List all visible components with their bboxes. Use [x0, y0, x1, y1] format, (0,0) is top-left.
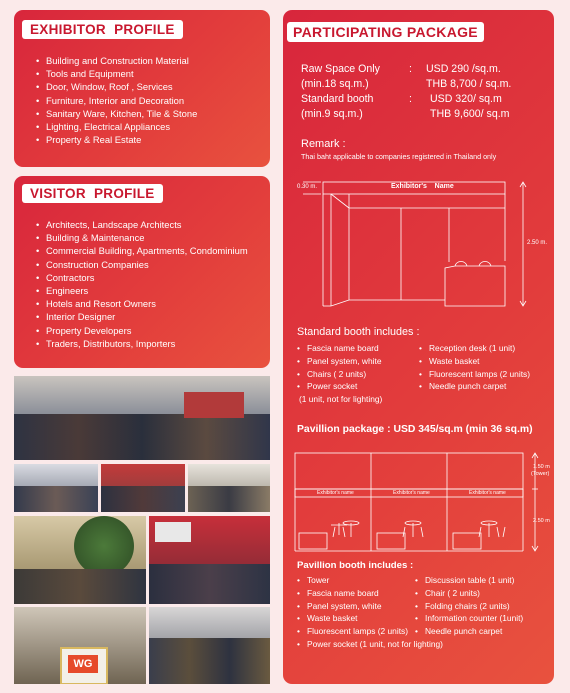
- pavilion-booth-includes-title: Pavillion booth includes :: [297, 560, 414, 571]
- standard-include-item: • Needle punch carpet: [417, 380, 530, 393]
- raw-space-colon: :: [409, 63, 412, 75]
- package-title: PARTICIPATING PACKAGE: [287, 22, 484, 42]
- standard-booth-includes-title: Standard booth includes :: [297, 326, 420, 338]
- exhibitor-list-item: • Building and Construction Material: [34, 54, 197, 67]
- exhibitor-list-item: • Property & Real Estate: [34, 133, 197, 146]
- pavilion-furniture: [299, 521, 505, 549]
- booth-height-label: 2.50 m.: [527, 240, 548, 246]
- standard-include-item: • Fluorescent lamps (2 units): [417, 368, 530, 381]
- exhibitor-profile-panel: [14, 10, 270, 167]
- standard-booth-diagram: [283, 176, 554, 316]
- standard-include-item: • Reception desk (1 unit): [417, 342, 530, 355]
- pavilion-include-item: • Fascia name board: [295, 587, 443, 600]
- pavilion-fascia-label-1: Exhibitor's name: [317, 490, 354, 496]
- visitor-list-item: • Contractors: [34, 271, 248, 284]
- visitor-list-item: • Interior Designer: [34, 310, 248, 323]
- pavilion-tower-height-note: (Tower): [531, 471, 550, 477]
- standard-include-item: • Panel system, white: [295, 355, 382, 368]
- pavilion-fascia-label-2: Exhibitor's name: [393, 490, 430, 496]
- visitor-list-item: • Property Developers: [34, 324, 248, 337]
- standard-includes-right: [417, 342, 530, 393]
- exhibitor-list-item: • Door, Window, Roof , Services: [34, 80, 197, 93]
- raw-space-price-thb: THB 8,700 / sq.m.: [426, 78, 512, 90]
- standard-booth-price-usd: USD 320/ sq.m: [430, 93, 502, 105]
- pavilion-include-item: • Tower: [295, 574, 443, 587]
- visitor-list-item: • Traders, Distributors, Importers: [34, 337, 248, 350]
- raw-space-min: (min.18 sq.m.): [301, 78, 369, 90]
- raw-space-price-usd: USD 290 /sq.m.: [426, 63, 501, 75]
- photo-showroom: [14, 607, 146, 684]
- pavilion-booth-height: 2.50 m: [533, 518, 550, 524]
- visitor-list-item: • Engineers: [34, 284, 248, 297]
- participating-package-panel: [283, 10, 554, 684]
- pavilion-tower-height: 1.50 m: [533, 464, 550, 470]
- pavilion-tower: [295, 453, 523, 489]
- remark-text: Thai baht applicable to companies registered in Thailand only: [301, 152, 497, 161]
- standard-booth-label: Standard booth: [301, 93, 374, 105]
- exhibitor-list-item: • Tools and Equipment: [34, 67, 197, 80]
- power-socket-note: (1 unit, not for lighting): [299, 394, 383, 405]
- visitor-list: [34, 218, 248, 350]
- pavilion-include-item: • Waste basket: [295, 612, 443, 625]
- photo-stage-event: [149, 516, 270, 604]
- wg-logo: WG: [68, 655, 98, 673]
- pavilion-include-item: • Fluorescent lamps (2 units): [295, 625, 443, 638]
- pavilion-include-item: • Chair ( 2 units): [413, 587, 523, 600]
- standard-include-item: • Fascia name board: [295, 342, 382, 355]
- exhibitor-list-item: • Lighting, Electrical Appliances: [34, 120, 197, 133]
- pavilion-include-item: • Folding chairs (2 units): [413, 600, 523, 613]
- pavilion-include-item: • Panel system, white: [295, 600, 443, 613]
- visitor-profile-title: VISITOR PROFILE: [22, 184, 163, 203]
- exhibitor-list-item: • Furniture, Interior and Decoration: [34, 94, 197, 107]
- booth-reception-desk: [445, 266, 505, 306]
- standard-booth-price-thb: THB 9,600/ sq.m: [430, 108, 510, 120]
- visitor-profile-panel: [14, 176, 270, 368]
- booth-chairs: [455, 262, 491, 267]
- photo-booth-aisle-3: [188, 464, 270, 512]
- pavilion-package-title: Pavillion package : USD 345/sq.m (min 36 sq.m): [297, 424, 533, 435]
- standard-include-item: • Power socket: [295, 380, 382, 393]
- pavilion-include-item: • Information counter (1unit): [413, 612, 523, 625]
- visitor-list-item: • Commercial Building, Apartments, Condominium: [34, 244, 248, 257]
- standard-include-item: • Chairs ( 2 units): [295, 368, 382, 381]
- photo-booth-aisle-2: [101, 464, 185, 512]
- remark-label: Remark :: [301, 138, 346, 150]
- pavilion-include-item: • Needle punch carpet: [413, 625, 523, 638]
- pavilion-includes-right: [413, 574, 523, 638]
- standard-includes-left: [295, 342, 382, 406]
- visitor-list-item: • Building & Maintenance: [34, 231, 248, 244]
- standard-booth-colon: :: [409, 93, 412, 105]
- visitor-list-item: • Architects, Landscape Architects: [34, 218, 248, 231]
- exhibitor-profile-title: EXHIBITOR PROFILE: [22, 20, 183, 39]
- pavilion-include-item: • Power socket (1 unit, not for lighting): [295, 638, 443, 651]
- exhibitor-list: [34, 54, 197, 146]
- photo-garden-booth: [14, 516, 146, 604]
- exhibitor-list-item: • Sanitary Ware, Kitchen, Tile & Stone: [34, 107, 197, 120]
- booth-fascia-label: Exhibitor's Name: [391, 183, 454, 190]
- pavilion-fascia-label-3: Exhibitor's name: [469, 490, 506, 496]
- photo-collage: [14, 376, 270, 684]
- visitor-list-item: • Hotels and Resort Owners: [34, 297, 248, 310]
- pavilion-include-item: • Discussion table (1 unit): [413, 574, 523, 587]
- pavilion-booth-diagram: [283, 447, 554, 557]
- booth-height-top-label: 0.30 m.: [297, 184, 318, 190]
- standard-include-item: • Waste basket: [417, 355, 530, 368]
- photo-product-display: [149, 607, 270, 684]
- photo-exhibition-crowd: [14, 376, 270, 460]
- visitor-list-item: • Construction Companies: [34, 258, 248, 271]
- standard-booth-min: (min.9 sq.m.): [301, 108, 363, 120]
- photo-booth-aisle-1: [14, 464, 98, 512]
- raw-space-label: Raw Space Only: [301, 63, 380, 75]
